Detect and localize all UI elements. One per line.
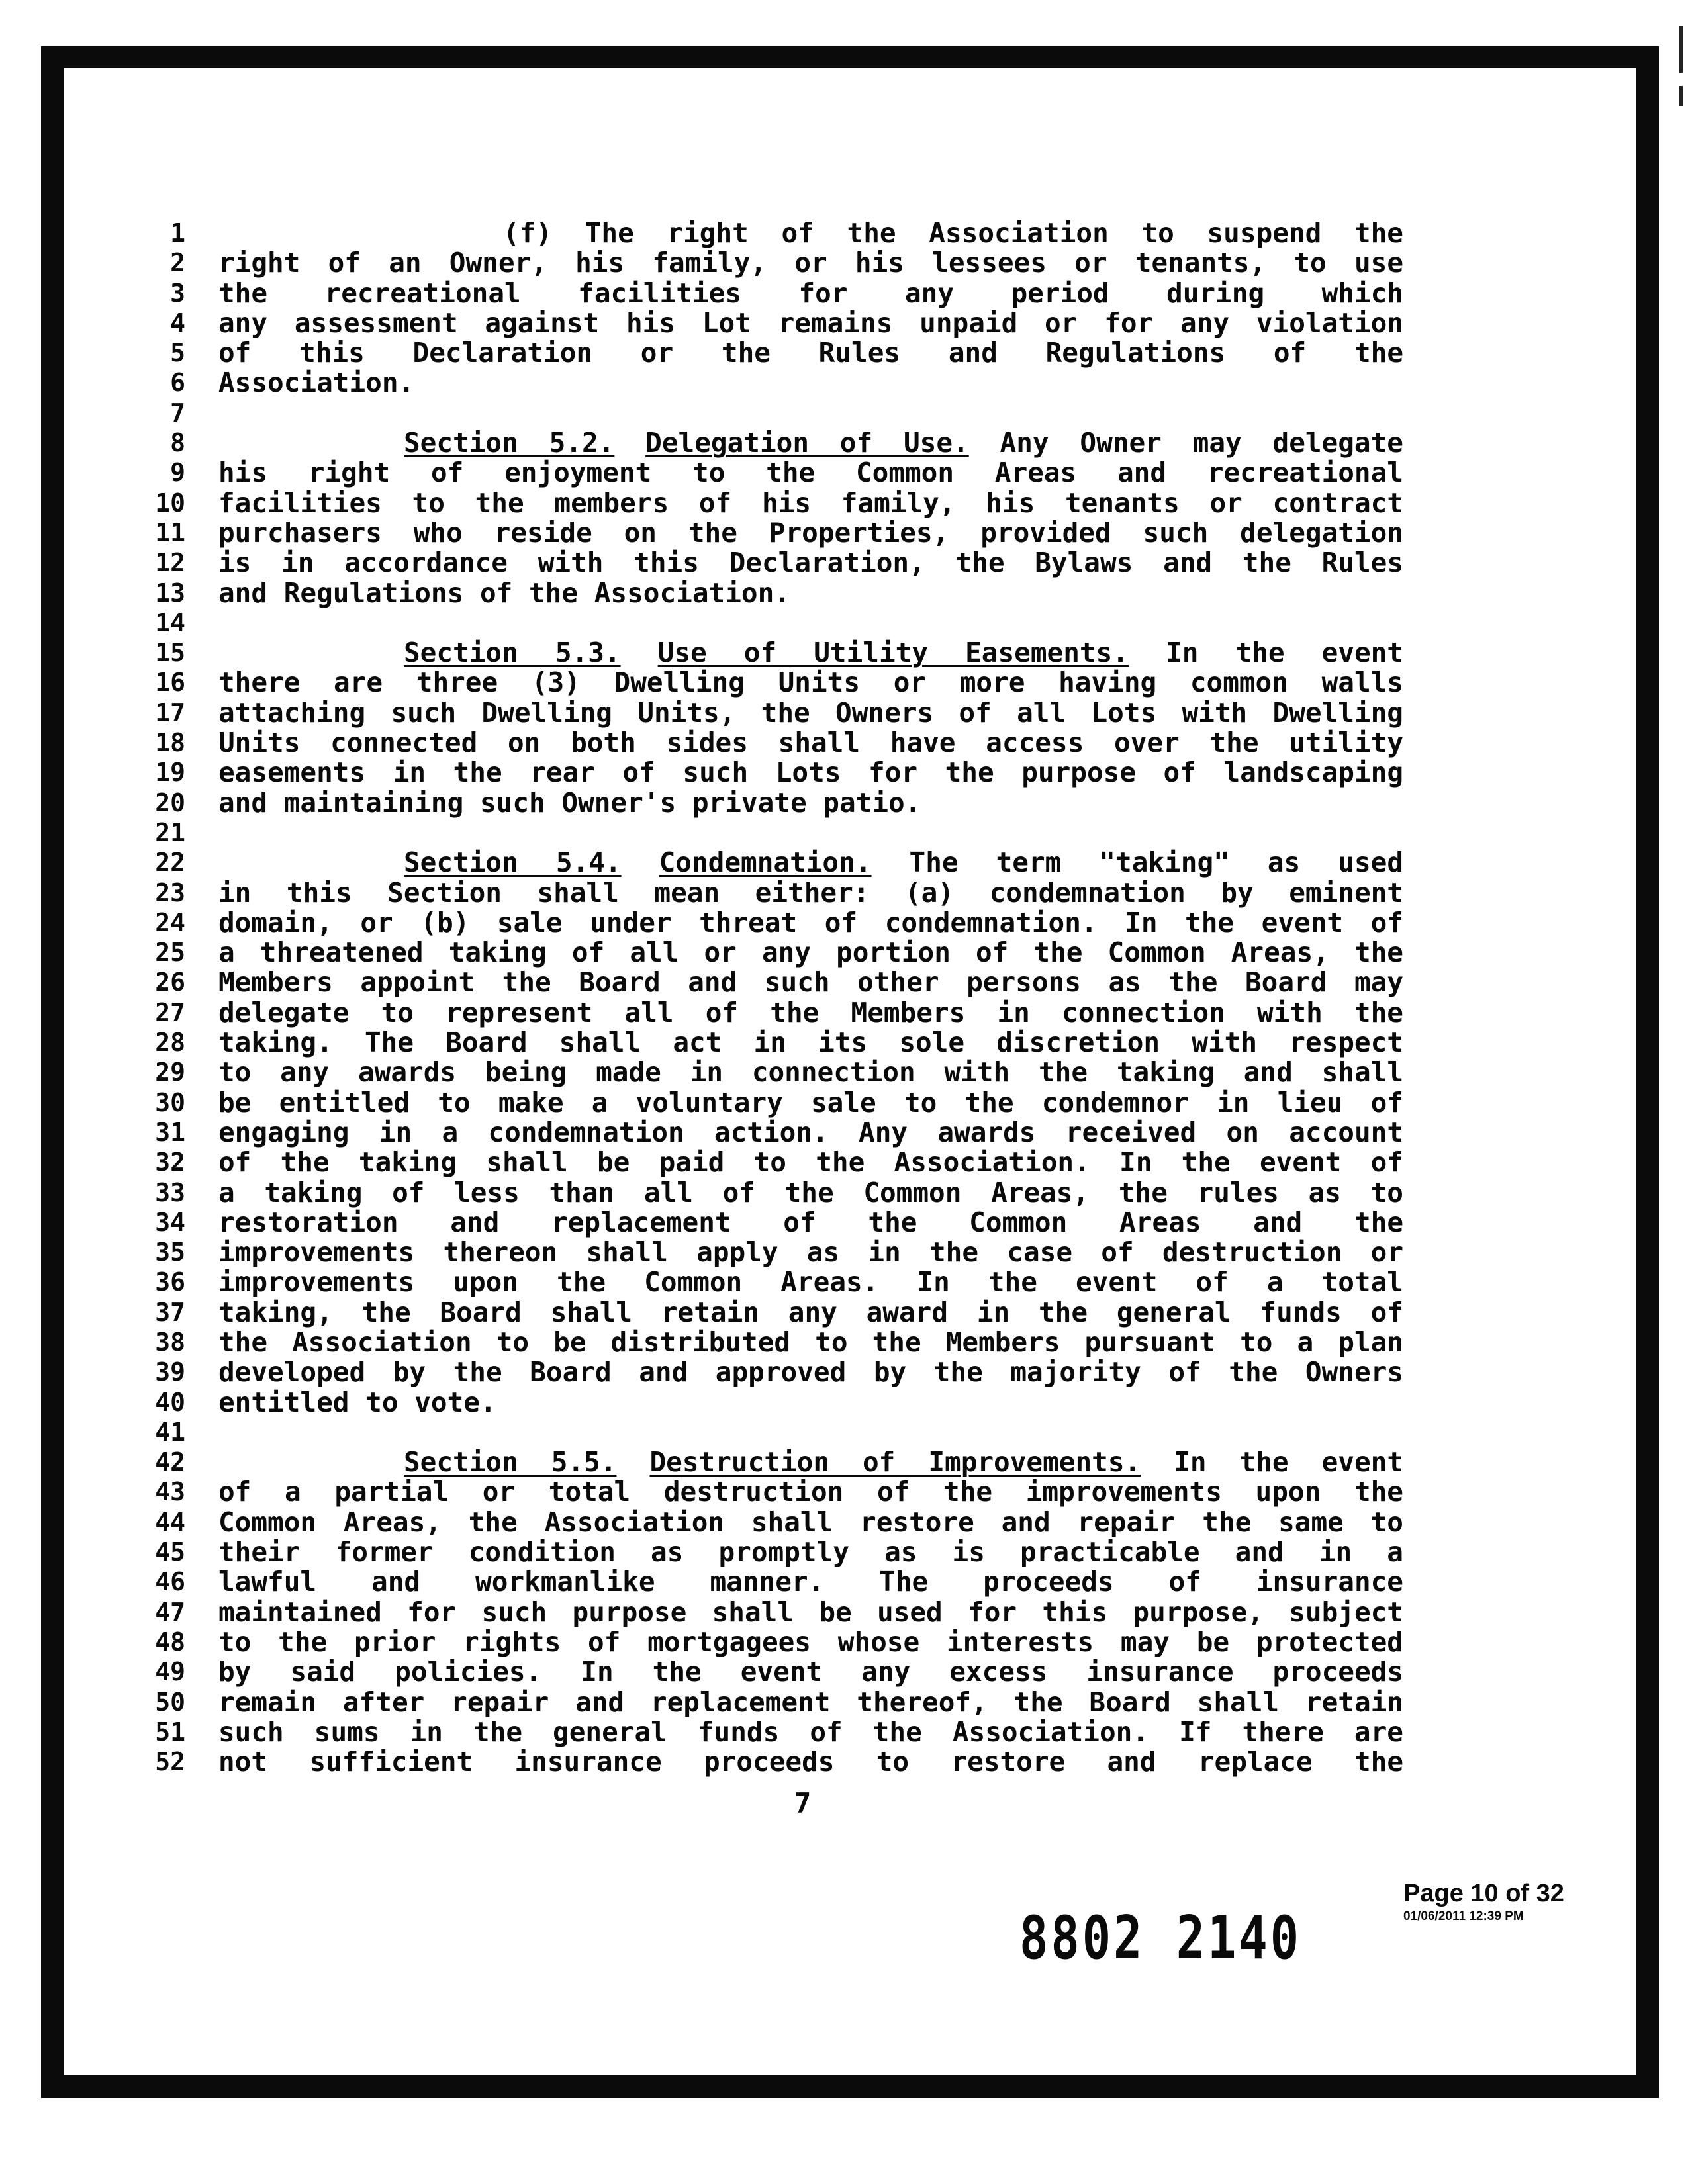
line-number: 47 [155, 1597, 185, 1627]
text-line: Members appoint the Board and such other persons as the Board may [218, 968, 1403, 998]
text-line: entitled to vote. [218, 1387, 496, 1418]
line-number: 3 [170, 278, 185, 308]
text-line: Association. [218, 368, 415, 398]
section-number: Section 5.2. [404, 428, 615, 459]
blank-line [218, 608, 1403, 638]
line-number: 44 [155, 1507, 185, 1537]
text-line: taking, the Board shall retain any award in the general funds of [218, 1297, 1403, 1328]
line-number: 20 [155, 788, 185, 817]
text-line: engaging in a condemnation action. Any awards received on account [218, 1117, 1403, 1148]
print-timestamp: 01/06/2011 12:39 PM [1403, 1909, 1524, 1923]
scan-edge-mark [1679, 26, 1683, 73]
text-line: maintained for such purpose shall be used for this purpose, subject [218, 1597, 1403, 1627]
line-number: 31 [155, 1117, 185, 1147]
line-number: 27 [155, 997, 185, 1027]
text-line: any assessment against his Lot remains unpaid or for any violation [218, 308, 1403, 339]
line-number: 17 [155, 698, 185, 727]
line-number: 49 [155, 1657, 185, 1687]
section-heading-line [218, 1447, 1403, 1477]
section-text: In the event [1166, 638, 1403, 668]
text-line: easements in the rear of such Lots for the purpose of landscaping [218, 758, 1403, 788]
line-number: 9 [170, 458, 185, 488]
text-line: by said policies. In the event any excess insurance proceeds [218, 1657, 1403, 1688]
text-line: of a partial or total destruction of the improvements upon the [218, 1477, 1403, 1508]
line-number: 50 [155, 1687, 185, 1717]
line-number: 22 [155, 848, 185, 878]
line-number: 13 [155, 578, 185, 608]
line-number: 38 [155, 1327, 185, 1357]
text-line: a taking of less than all of the Common Areas, the rules as to [218, 1177, 1403, 1208]
section-text: Any Owner may delegate [1000, 428, 1403, 459]
text-line: taking. The Board shall act in its sole discretion with respect [218, 1028, 1403, 1058]
section-text: The term "taking" as used [909, 848, 1403, 878]
section-number: Section 5.4. [404, 848, 622, 878]
section-number: Section 5.5. [404, 1447, 617, 1478]
text-line: Units connected on both sides shall have access over the utility [218, 728, 1403, 758]
section-title: Use of Utility Easements. [657, 638, 1129, 668]
text-line: improvements thereon shall apply as in the case of destruction or [218, 1238, 1403, 1268]
text-line: lawful and workmanlike manner. The proceeds of insurance [218, 1567, 1403, 1598]
line-number: 46 [155, 1567, 185, 1597]
text-line: to any awards being made in connection with the taking and shall [218, 1058, 1403, 1088]
section-number: Section 5.3. [404, 638, 621, 668]
line-number: 19 [155, 758, 185, 788]
line-number: 11 [155, 518, 185, 547]
line-number: 8 [170, 428, 185, 458]
document-body [218, 218, 1403, 1777]
line-number: 1 [170, 218, 185, 248]
line-number: 51 [155, 1717, 185, 1747]
line-number: 25 [155, 938, 185, 968]
text-line: of this Declaration or the Rules and Regulations of the [218, 338, 1403, 369]
text-line: to the prior rights of mortgagees whose interests may be protected [218, 1627, 1403, 1658]
section-heading-line [218, 428, 1403, 458]
line-number: 28 [155, 1028, 185, 1058]
line-number: 34 [155, 1207, 185, 1237]
line-number: 43 [155, 1477, 185, 1507]
text-line: such sums in the general funds of the Association. If there are [218, 1717, 1403, 1748]
line-number: 32 [155, 1148, 185, 1177]
text-line: be entitled to make a voluntary sale to the condemnor in lieu of [218, 1087, 1403, 1118]
text-line: of the taking shall be paid to the Association. In the event of [218, 1148, 1403, 1178]
section-title: Destruction of Improvements. [649, 1447, 1141, 1478]
section-title: Condemnation. [659, 848, 872, 878]
text-line: remain after repair and replacement thereof, the Board shall retain [218, 1687, 1403, 1717]
text-line: domain, or (b) sale under threat of condemnation. In the event of [218, 907, 1403, 938]
line-number: 24 [155, 907, 185, 937]
text-line: delegate to represent all of the Members in connection with the [218, 997, 1403, 1028]
line-number: 40 [155, 1387, 185, 1417]
line-number: 35 [155, 1238, 185, 1267]
text-line: their former condition as promptly as is practicable and in a [218, 1537, 1403, 1568]
line-number: 10 [155, 488, 185, 518]
text-line: (f) The right of the Association to suspend the [503, 218, 1403, 249]
text-line: facilities to the members of his family, his tenants or contract [218, 488, 1403, 518]
text-line: the Association to be distributed to the Members pursuant to a plan [218, 1327, 1403, 1358]
section-text: In the event [1174, 1447, 1403, 1478]
line-number: 5 [170, 338, 185, 368]
text-line: and maintaining such Owner's private patio. [218, 788, 921, 818]
line-number-column [113, 218, 185, 1777]
line-number: 39 [155, 1357, 185, 1387]
line-number: 30 [155, 1087, 185, 1117]
page-number: 7 [794, 1787, 812, 1819]
text-line: the recreational facilities for any period during which [218, 278, 1403, 308]
recording-stamp: 8802 2140 [1019, 1903, 1302, 1972]
text-line: developed by the Board and approved by the majority of the Owners [218, 1357, 1403, 1388]
line-number: 48 [155, 1627, 185, 1657]
text-line: not sufficient insurance proceeds to restore and replace the [218, 1747, 1403, 1778]
line-number: 36 [155, 1267, 185, 1297]
line-number: 21 [155, 817, 185, 847]
line-number: 7 [170, 398, 185, 428]
text-line: in this Section shall mean either: (a) condemnation by eminent [218, 878, 1403, 908]
line-number: 14 [155, 608, 185, 637]
line-number: 41 [155, 1417, 185, 1447]
line-number: 23 [155, 878, 185, 907]
blank-line [218, 398, 1403, 428]
text-line: there are three (3) Dwelling Units or more having common walls [218, 668, 1403, 698]
text-line: attaching such Dwelling Units, the Owners of all Lots with Dwelling [218, 698, 1403, 729]
scan-edge-mark [1679, 86, 1683, 106]
section-heading-line [218, 848, 1403, 878]
blank-line [218, 1418, 1403, 1447]
line-number: 26 [155, 968, 185, 997]
text-line: his right of enjoyment to the Common Areas and recreational [218, 458, 1403, 488]
text-line: improvements upon the Common Areas. In the event of a total [218, 1267, 1403, 1298]
text-line: right of an Owner, his family, or his lessees or tenants, to use [218, 248, 1403, 279]
text-line: is in accordance with this Declaration, the Bylaws and the Rules [218, 548, 1403, 578]
line-number: 37 [155, 1297, 185, 1327]
line-number: 42 [155, 1447, 185, 1477]
line-number: 12 [155, 548, 185, 578]
line-number: 2 [170, 248, 185, 278]
text-line: restoration and replacement of the Common Areas and the [218, 1207, 1403, 1238]
line-number: 45 [155, 1537, 185, 1567]
line-number: 6 [170, 368, 185, 398]
text-line: Common Areas, the Association shall restore and repair the same to [218, 1507, 1403, 1538]
line-number: 52 [155, 1747, 185, 1777]
text-line: purchasers who reside on the Properties, provided such delegation [218, 518, 1403, 549]
page-counter: Page 10 of 32 [1403, 1880, 1564, 1907]
line-number: 16 [155, 668, 185, 698]
text-line: a threatened taking of all or any portion of the Common Areas, the [218, 938, 1403, 968]
line-number: 4 [170, 308, 185, 338]
line-number: 33 [155, 1177, 185, 1207]
line-number: 29 [155, 1058, 185, 1087]
section-heading-line [218, 638, 1403, 668]
section-title: Delegation of Use. [645, 428, 969, 459]
line-number: 15 [155, 638, 185, 668]
text-line: and Regulations of the Association. [218, 578, 790, 608]
line-number: 18 [155, 728, 185, 758]
blank-line [218, 818, 1403, 848]
